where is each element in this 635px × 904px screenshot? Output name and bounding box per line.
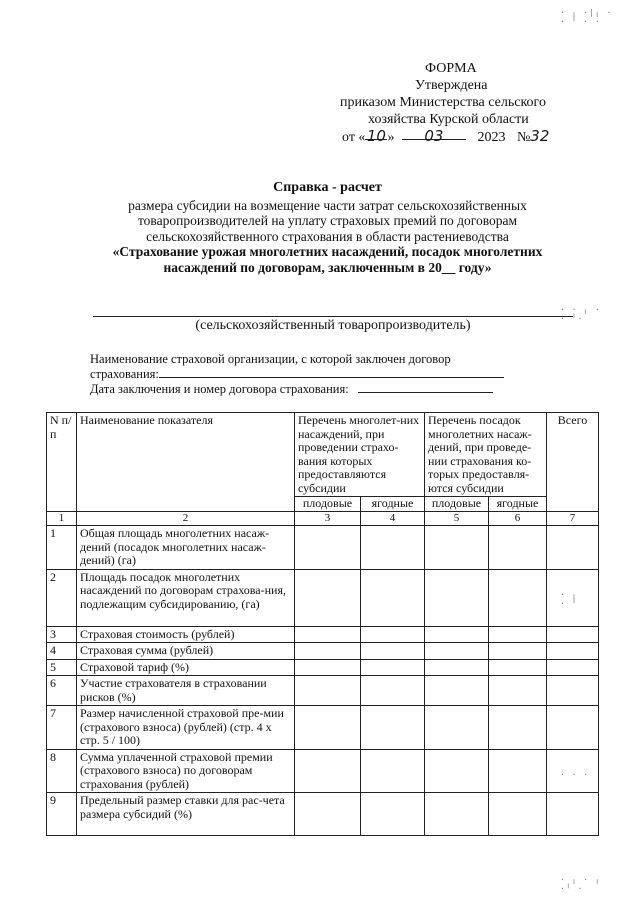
header-group-perennial: Перечень многолет-них насаждений, при проведении страхо-вания которых предоставляются субсидии [295, 413, 425, 497]
row-number: 9 [47, 793, 77, 836]
cell-empty [361, 676, 425, 706]
form-label: ФОРМА [425, 61, 477, 76]
row-label: Общая площадь многолетних насаж-дений (посадок многолетних насаж-дений) (га) [77, 526, 295, 570]
calculation-table [46, 412, 599, 836]
cell-empty [547, 793, 599, 836]
month-field: 03 [402, 128, 466, 140]
cell-empty [295, 749, 361, 793]
table-header-row [47, 413, 599, 497]
number-prefix: № [516, 130, 531, 145]
producer-underline [93, 316, 573, 317]
cell-empty [547, 626, 599, 643]
cell-empty [295, 793, 361, 836]
header-name: Наименование показателя [77, 413, 295, 512]
cell-empty [295, 659, 361, 676]
cell-empty [425, 659, 489, 676]
cell-empty [425, 569, 489, 626]
table-row [47, 643, 599, 660]
cell-empty [361, 626, 425, 643]
year-label: 2023 [477, 130, 506, 145]
cell-empty [361, 569, 425, 626]
cell-empty [361, 706, 425, 750]
table-row [47, 749, 599, 793]
cell-empty [489, 706, 547, 750]
col-number: 4 [361, 511, 425, 526]
order-line: приказом Министерства сельского [340, 95, 546, 110]
scan-artifact: · ╷ · ╵ [560, 590, 578, 608]
cell-empty [295, 676, 361, 706]
scan-artifact: · · · [560, 770, 590, 779]
table-row [47, 659, 599, 676]
row-number: 5 [47, 659, 77, 676]
org-blank [159, 366, 504, 378]
row-label: Участие страхователя в страховании рисков (%) [77, 676, 295, 706]
row-number: 4 [47, 643, 77, 660]
subheader-fruit-1: плодовые [295, 497, 361, 512]
col-number: 7 [547, 511, 599, 526]
cell-empty [489, 626, 547, 643]
row-number: 6 [47, 676, 77, 706]
cell-empty [425, 626, 489, 643]
cell-empty [489, 569, 547, 626]
title-line-6: насаждений по договорам, заключенным в 20__ году» [163, 259, 492, 275]
cell-empty [361, 643, 425, 660]
row-label: Страховая стоимость (рублей) [77, 626, 295, 643]
subheader-fruit-2: плодовые [425, 497, 489, 512]
title-line-2: размера субсидии на возмещение части затрат сельскохозяйственных [128, 197, 527, 213]
col-number: 3 [295, 511, 361, 526]
cell-empty [295, 706, 361, 750]
org-label-line-1: Наименование страховой организации, с которой заключен договор [90, 352, 451, 366]
row-label: Площадь посадок многолетних насаждений по договорам страхова-ния, подлежащим субсидированию, (га) [77, 569, 295, 626]
cell-empty [425, 643, 489, 660]
scan-artifact: · · ╷ · · ╵· [560, 305, 601, 323]
header-group-plantings: Перечень посадок многолетних насаж-дений, при проведе-нии страхования ко-торых предоставля-ются субсидии [425, 413, 547, 497]
row-label: Страховая сумма (рублей) [77, 643, 295, 660]
subheader-berry-2: ягодные [489, 497, 547, 512]
approved-label: Утверждена [415, 78, 488, 93]
producer-caption: (сельскохозяйственный товаропроизводитель) [195, 318, 471, 333]
cell-empty [361, 526, 425, 570]
document-title: Справка - расчет [273, 180, 382, 195]
cell-empty [295, 526, 361, 570]
cell-empty [425, 749, 489, 793]
cell-empty [295, 569, 361, 626]
org-field-line [90, 366, 560, 381]
row-label: Сумма уплаченной страховой премии (страхового взноса) по договорам страхования (рублей) [77, 749, 295, 793]
document-title-block [70, 180, 585, 275]
org-label-line-2: страхования: [90, 367, 159, 381]
row-label: Размер начисленной страховой пре-мии (страхового взноса) (рублей) (стр. 4 x стр. 5 / 100) [77, 706, 295, 750]
col-number: 6 [489, 511, 547, 526]
cell-empty [547, 659, 599, 676]
number-field: 32 [530, 127, 550, 145]
cell-empty [489, 526, 547, 570]
col-number: 5 [425, 511, 489, 526]
cell-empty [547, 526, 599, 570]
cell-empty [361, 659, 425, 676]
ministry-line: хозяйства Курской области [368, 112, 529, 127]
contract-label: Дата заключения и номер договора страхования: [90, 382, 349, 396]
cell-empty [295, 626, 361, 643]
table-row [47, 526, 599, 570]
cell-empty [489, 659, 547, 676]
date-line [330, 128, 590, 146]
cell-empty [425, 676, 489, 706]
title-line-4: сельскохозяйственного страхования в области растениеводства [146, 228, 509, 244]
cell-empty [489, 643, 547, 660]
row-label: Страховой тариф (%) [77, 659, 295, 676]
cell-empty [361, 749, 425, 793]
cell-empty [547, 676, 599, 706]
table-row [47, 626, 599, 643]
cell-empty [295, 643, 361, 660]
row-number: 7 [47, 706, 77, 750]
cell-empty [547, 706, 599, 750]
cell-empty [425, 526, 489, 570]
cell-empty [489, 676, 547, 706]
scan-artifact: · ╷ · ╷ ·╵ · [560, 875, 601, 893]
cell-empty [547, 643, 599, 660]
header-np: N п/п [47, 413, 77, 512]
cell-empty [489, 793, 547, 836]
row-label: Предельный размер ставки для рас-чета размера субсидий (%) [77, 793, 295, 836]
contract-blank [358, 381, 493, 393]
header-total: Всего [547, 413, 599, 512]
table-row [47, 793, 599, 836]
table-row [47, 569, 599, 626]
row-number: 8 [47, 749, 77, 793]
subheader-berry-1: ягодные [361, 497, 425, 512]
row-number: 3 [47, 626, 77, 643]
insurance-info [90, 352, 560, 396]
date-prefix: от « [342, 130, 366, 145]
col-number: 2 [77, 511, 295, 526]
cell-empty [489, 749, 547, 793]
table-row [47, 706, 599, 750]
scan-artifact: · ╷ ·|╷ · · ╵ · · [560, 8, 613, 26]
row-number: 2 [47, 569, 77, 626]
title-line-5: «Страхование урожая многолетних насаждений, посадок многолетних [112, 244, 543, 259]
col-number: 1 [47, 511, 77, 526]
contract-field-line [90, 381, 560, 396]
date-quote: » [387, 130, 395, 145]
column-number-row [47, 511, 599, 526]
row-number: 1 [47, 526, 77, 570]
cell-empty [425, 793, 489, 836]
approval-block [330, 60, 590, 146]
table-row [47, 676, 599, 706]
title-line-3: товаропроизводителей на уплату страховых премий по договорам [137, 213, 518, 228]
cell-empty [361, 793, 425, 836]
cell-empty [425, 706, 489, 750]
day-field: 10 [366, 127, 386, 145]
